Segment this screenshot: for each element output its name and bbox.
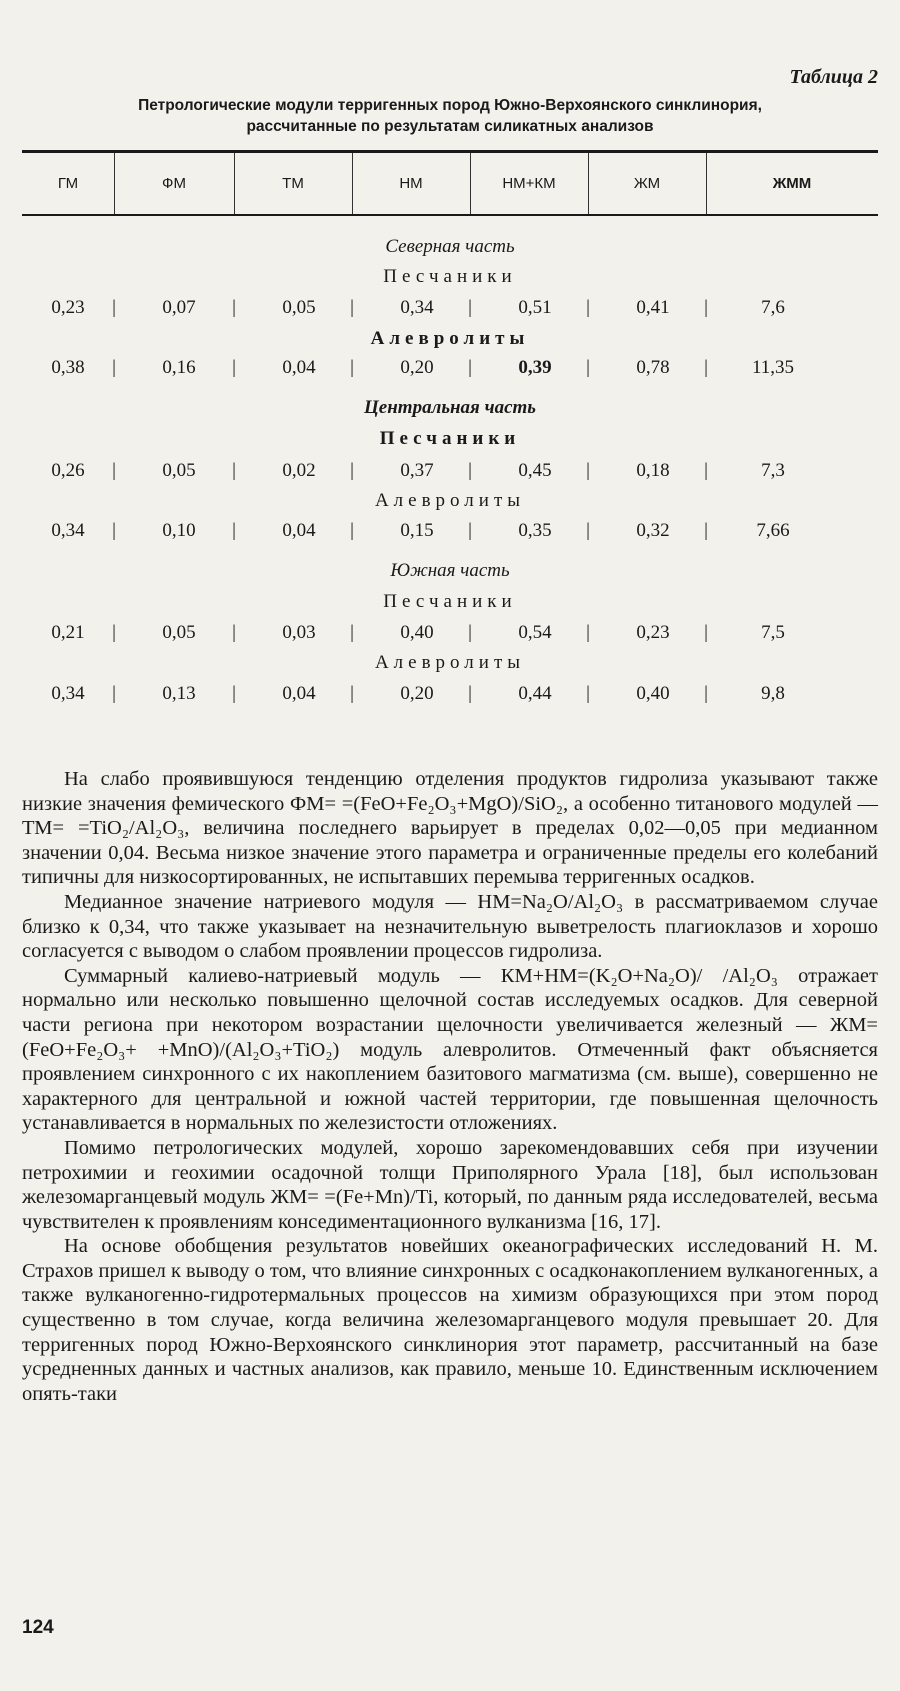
- cell-zhmm: 9,8: [761, 683, 785, 704]
- cell-gm: 0,38: [51, 357, 85, 378]
- cell-tm: 0,05: [282, 297, 316, 318]
- cell-nm: 0,34: [400, 297, 434, 318]
- cell-nm-km: 0,54: [518, 622, 552, 643]
- table-header-row: [22, 153, 878, 214]
- column-separator: |: [704, 357, 708, 378]
- column-separator: |: [468, 520, 472, 541]
- section-title: Южная часть: [390, 560, 510, 581]
- column-separator: |: [350, 460, 354, 481]
- column-separator: |: [232, 622, 236, 643]
- cell-fm: 0,13: [162, 683, 196, 704]
- cell-tm: 0,04: [282, 683, 316, 704]
- rock-type-title: Песчаники: [379, 428, 521, 449]
- table-row: [22, 520, 878, 548]
- column-separator: |: [586, 357, 590, 378]
- table-row: [22, 683, 878, 711]
- column-separator: |: [232, 683, 236, 704]
- table-caption: [20, 95, 880, 137]
- column-separator: |: [468, 683, 472, 704]
- header-divider: [114, 153, 115, 214]
- cell-gm: 0,34: [51, 520, 85, 541]
- table-caption-line-1: Петрологические модули терригенных пород Южно-Верхоянского синклинория,: [138, 97, 762, 114]
- column-separator: |: [704, 460, 708, 481]
- column-separator: |: [112, 460, 116, 481]
- column-header-nm: НМ: [399, 175, 423, 192]
- column-separator: |: [112, 357, 116, 378]
- body-text: [22, 767, 878, 1406]
- column-separator: |: [704, 520, 708, 541]
- column-header-nm-km: НМ+КМ: [502, 175, 556, 192]
- column-separator: |: [586, 683, 590, 704]
- column-separator: |: [232, 297, 236, 318]
- cell-nm: 0,40: [400, 622, 434, 643]
- paragraph: Медианное значение натриевого модуля — НМ=Na₂O/Al₂O₃ в рассматриваемом случае близко к 0,34, что также указывает на незначительную выветрелость плагиоклазов и хорошо согласуется с выводом о слабом проявлении процессов гидролиза.: [22, 890, 878, 963]
- rock-type-title: Алевролиты: [370, 328, 530, 349]
- column-separator: |: [468, 357, 472, 378]
- cell-tm: 0,04: [282, 520, 316, 541]
- paragraph: Помимо петрологических модулей, хорошо зарекомендовавших себя при изучении петрохимии и геохимии осадочной толщи Приполярного Урала [18], был использован железомарганцевый модуль ЖМ= =(Fe+Mn)/Ti, который, по данным ряда исследователей, весьма чувствителен к проявлениям конседиментационного вулканизма [16, 17].: [22, 1136, 878, 1233]
- column-separator: |: [586, 297, 590, 318]
- cell-zhm: 0,18: [636, 460, 670, 481]
- table-number: Таблица 2: [789, 66, 878, 88]
- cell-gm: 0,34: [51, 683, 85, 704]
- column-header-gm: ГМ: [57, 175, 79, 192]
- cell-fm: 0,07: [162, 297, 196, 318]
- column-separator: |: [468, 622, 472, 643]
- column-separator: |: [350, 520, 354, 541]
- column-separator: |: [112, 520, 116, 541]
- header-divider: [588, 153, 589, 214]
- cell-gm: 0,21: [51, 622, 85, 643]
- cell-nm: 0,37: [400, 460, 434, 481]
- page-number: 124: [22, 1617, 54, 1638]
- cell-fm: 0,16: [162, 357, 196, 378]
- section-title: Северная часть: [385, 236, 515, 257]
- cell-tm: 0,03: [282, 622, 316, 643]
- column-separator: |: [468, 297, 472, 318]
- header-divider: [234, 153, 235, 214]
- column-separator: |: [232, 520, 236, 541]
- table-row: [22, 297, 878, 325]
- cell-zhm: 0,23: [636, 622, 670, 643]
- rock-type-title: Алевролиты: [374, 490, 526, 511]
- column-separator: |: [112, 683, 116, 704]
- column-separator: |: [468, 460, 472, 481]
- rock-type-title: Песчаники: [383, 266, 517, 287]
- cell-zhm: 0,32: [636, 520, 670, 541]
- column-separator: |: [350, 297, 354, 318]
- column-separator: |: [704, 622, 708, 643]
- column-separator: |: [586, 622, 590, 643]
- header-divider: [470, 153, 471, 214]
- column-separator: |: [704, 683, 708, 704]
- column-header-zhm: ЖМ: [633, 175, 661, 192]
- cell-nm: 0,15: [400, 520, 434, 541]
- table-row: [22, 622, 878, 650]
- cell-nm: 0,20: [400, 357, 434, 378]
- table-header-rule: [22, 214, 878, 216]
- column-header-zhmm: ЖММ: [772, 175, 812, 192]
- column-separator: |: [350, 357, 354, 378]
- section-title: Центральная часть: [364, 397, 536, 418]
- cell-nm-km: 0,45: [518, 460, 552, 481]
- cell-zhmm: 7,6: [761, 297, 785, 318]
- cell-tm: 0,04: [282, 357, 316, 378]
- column-separator: |: [112, 297, 116, 318]
- cell-nm-km: 0,44: [518, 683, 552, 704]
- cell-nm-km: 0,35: [518, 520, 552, 541]
- header-divider: [706, 153, 707, 214]
- column-separator: |: [586, 520, 590, 541]
- paragraph: Суммарный калиево-натриевый модуль — КМ+НМ=(K₂O+Na₂O)/ /Al₂O₃ отражает нормально или несколько повышенно щелочной состав исследуемых осадков. Для северной части региона при некотором возрастании щелочности увеличивается железный — ЖМ=(FeO+Fe₂O₃+ +MnO)/(Al₂O₃+TiO₂) модуль алевролитов. Отмеченный факт объясняется проявлением синхронного с их накоплением базитового магматизма (см. выше), совершенно не характерного для центральной и южной частей территории, где повышенная щелочность устанавливается в нормальных по железистости отложениях.: [22, 964, 878, 1135]
- column-separator: |: [350, 683, 354, 704]
- cell-zhmm: 11,35: [751, 357, 795, 378]
- column-separator: |: [112, 622, 116, 643]
- cell-fm: 0,05: [162, 460, 196, 481]
- table-row: [22, 460, 878, 488]
- cell-fm: 0,10: [162, 520, 196, 541]
- table-row: [22, 357, 878, 385]
- column-separator: |: [232, 357, 236, 378]
- cell-gm: 0,23: [51, 297, 85, 318]
- table-caption-line-2: рассчитанные по результатам силикатных анализов: [246, 118, 654, 135]
- cell-zhmm: 7,5: [761, 622, 785, 643]
- paragraph: На слабо проявившуюся тенденцию отделения продуктов гидролиза указывают также низкие значения фемического ФМ= =(FeO+Fe₂O₃+MgO)/SiO₂, а особенно титанового модулей — ТМ= =TiO₂/Al₂O₃, величина последнего варьирует в пределах 0,02—0,05 при медианном значении 0,04. Весьма низкое значение этого параметра и ограниченные пределы его колебаний типичны для низкосортированных, не испытавших перемыва терригенных осадков.: [22, 768, 878, 889]
- column-separator: |: [586, 460, 590, 481]
- cell-zhmm: 7,3: [761, 460, 785, 481]
- cell-nm: 0,20: [400, 683, 434, 704]
- cell-gm: 0,26: [51, 460, 85, 481]
- column-header-tm: ТМ: [282, 175, 304, 192]
- header-divider: [352, 153, 353, 214]
- paragraph: На основе обобщения результатов новейших океанографических исследований Н. М. Страхов пришел к выводу о том, что влияние синхронных с осадконакоплением вулканогенных, а также вулканогенно-гидротермальных процессов на химизм образующихся при этом пород существенно в том случае, когда величина железомарганцевого модуля превышает 20. Для терригенных пород Южно-Верхоянского синклинория этот параметр, рассчитанный на базе усредненных данных и частных анализов, как правило, меньше 10. Единственным исключением опять-таки: [22, 1235, 878, 1405]
- cell-tm: 0,02: [282, 460, 316, 481]
- column-header-fm: ФМ: [162, 175, 186, 192]
- rock-type-title: Песчаники: [383, 591, 517, 612]
- cell-zhm: 0,78: [636, 357, 670, 378]
- cell-nm-km: 0,51: [518, 297, 552, 318]
- column-separator: |: [232, 460, 236, 481]
- cell-nm-km: 0,39: [518, 357, 552, 378]
- cell-zhm: 0,40: [636, 683, 670, 704]
- rock-type-title: Алевролиты: [374, 652, 526, 673]
- column-separator: |: [350, 622, 354, 643]
- column-separator: |: [704, 297, 708, 318]
- cell-zhmm: 7,66: [756, 520, 790, 541]
- cell-fm: 0,05: [162, 622, 196, 643]
- cell-zhm: 0,41: [636, 297, 670, 318]
